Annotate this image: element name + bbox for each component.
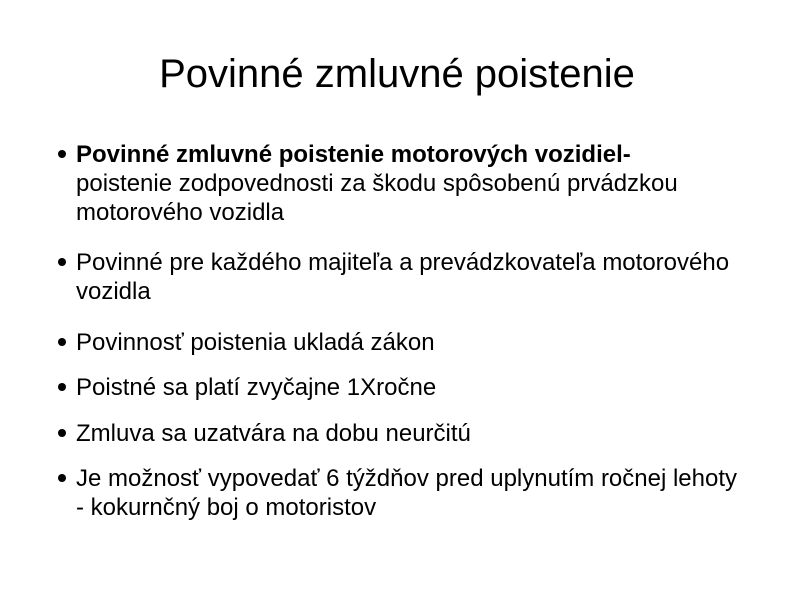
bullet-dot-icon (58, 258, 66, 266)
bullet-item (44, 419, 744, 448)
bullet-item (44, 248, 744, 306)
bullet-text: Je možnosť vypovedať 6 týždňov pred uplynutím ročnej lehoty - kokurnčný boj o motoristov (76, 465, 738, 521)
bullet-dot-icon (58, 150, 66, 158)
bullet-item (44, 373, 744, 402)
bullet-text: Povinnosť poistenia ukladá zákon (76, 329, 435, 356)
bullet-dot-icon (58, 338, 66, 346)
bullet-item (44, 328, 744, 357)
bullet-bold-text: Povinné zmluvné poistenie motorových vozidiel- (76, 141, 631, 168)
bullet-dot-icon (58, 474, 66, 482)
bullet-text: Poistné sa platí zvyčajne 1Xročne (76, 374, 437, 401)
bullet-item (44, 140, 744, 227)
bullet-dot-icon (58, 383, 66, 391)
bullet-text: poistenie zodpovednosti za škodu spôsobenú prvádzkou motorového vozidla (76, 170, 678, 226)
bullet-list (44, 140, 744, 522)
bullet-text: Zmluva sa uzatvára na dobu neurčitú (76, 420, 471, 447)
bullet-dot-icon (58, 429, 66, 437)
bullet-text: Povinné pre každého majiteľa a prevádzkovateľa motorového vozidla (76, 249, 730, 305)
bullet-item (44, 464, 744, 522)
slide-title: Povinné zmluvné poistenie (159, 52, 635, 96)
